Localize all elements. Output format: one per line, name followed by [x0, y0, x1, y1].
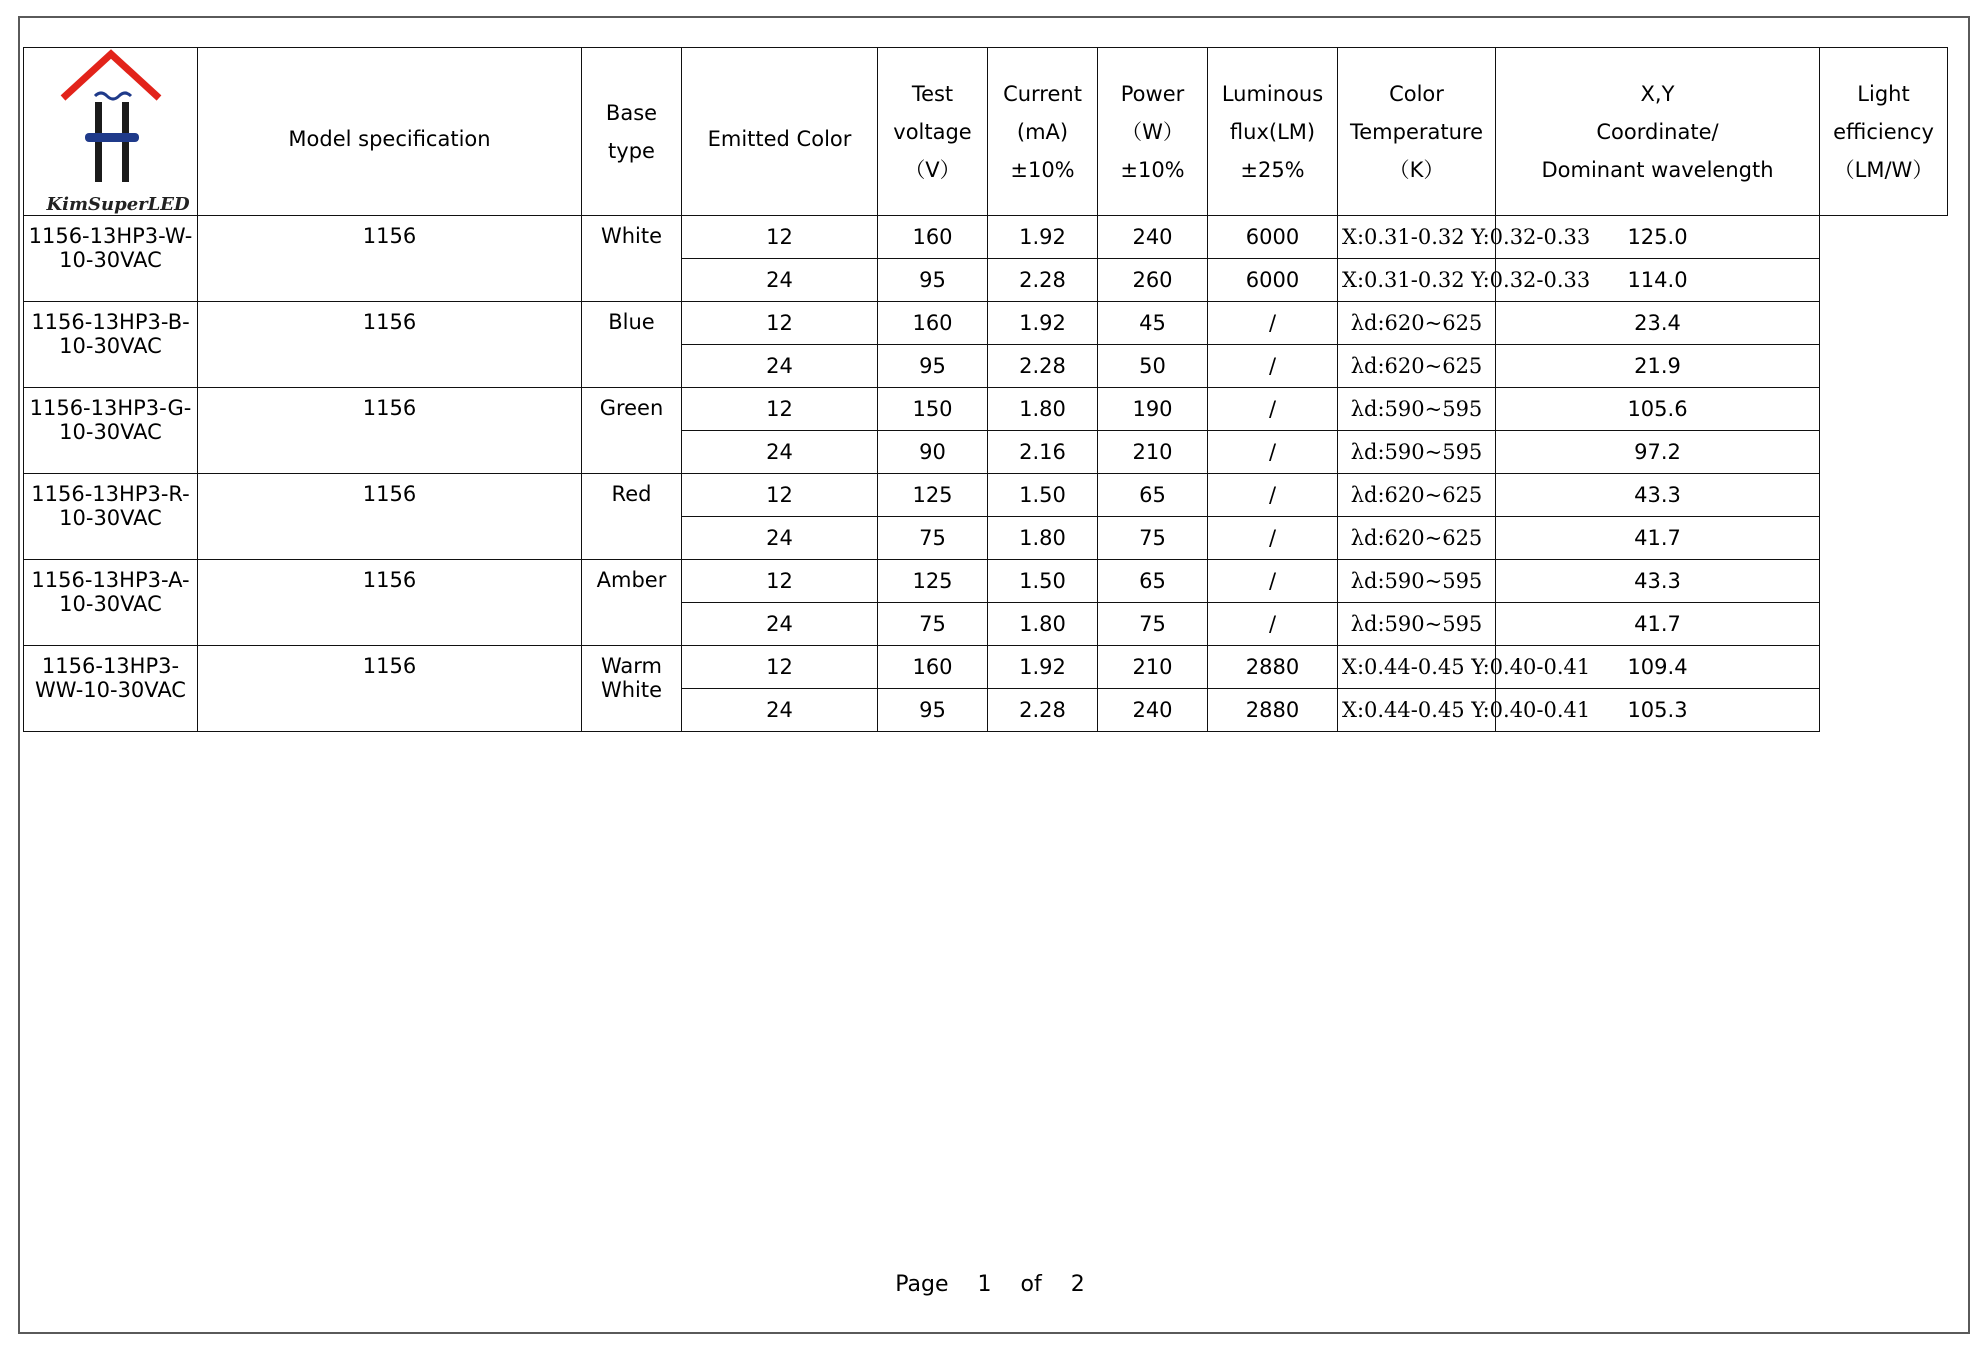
cell-current: 95: [878, 259, 988, 302]
spec-table: [23, 47, 1948, 732]
cell-emitted-color: Amber: [582, 560, 682, 646]
cell-light-efficiency: 114.0: [1496, 259, 1820, 302]
cell-current: 90: [878, 431, 988, 474]
cell-test-voltage: 12: [682, 302, 878, 345]
cell-luminous-flux: 240: [1098, 689, 1208, 732]
cell-light-efficiency: 43.3: [1496, 474, 1820, 517]
cell-power: 2.28: [988, 345, 1098, 388]
company-logo: [46, 48, 190, 215]
cell-current: 75: [878, 517, 988, 560]
cell-model: 1156-13HP3-R-10-30VAC: [24, 474, 198, 560]
cell-coordinate: λd:620~625: [1338, 302, 1496, 345]
cell-luminous-flux: 50: [1098, 345, 1208, 388]
cell-model: 1156-13HP3-W-10-30VAC: [24, 216, 198, 302]
header-power: Power （W） ±10%: [1098, 48, 1208, 216]
cell-base-type: 1156: [198, 646, 582, 732]
spec-table-body: [24, 216, 1948, 732]
cell-test-voltage: 24: [682, 431, 878, 474]
cell-light-efficiency: 41.7: [1496, 517, 1820, 560]
cell-base-type: 1156: [198, 388, 582, 474]
cell-emitted-color: White: [582, 216, 682, 302]
table-row: [24, 646, 1948, 689]
cell-color-temperature: 2880: [1208, 689, 1338, 732]
cell-current: 160: [878, 216, 988, 259]
cell-color-temperature: /: [1208, 388, 1338, 431]
cell-coordinate: λd:620~625: [1338, 345, 1496, 388]
table-row: [24, 388, 1948, 431]
cell-test-voltage: 24: [682, 259, 878, 302]
cell-luminous-flux: 260: [1098, 259, 1208, 302]
cell-coordinate: X:0.31-0.32 Y:0.32-0.33: [1338, 216, 1496, 259]
cell-test-voltage: 12: [682, 474, 878, 517]
cell-coordinate: X:0.31-0.32 Y:0.32-0.33: [1338, 259, 1496, 302]
cell-color-temperature: /: [1208, 517, 1338, 560]
cell-coordinate: λd:620~625: [1338, 517, 1496, 560]
header-luminous-flux: Luminous flux(LM) ±25%: [1208, 48, 1338, 216]
cell-test-voltage: 24: [682, 345, 878, 388]
logo-text: KimSuperLED: [46, 194, 190, 215]
cell-luminous-flux: 240: [1098, 216, 1208, 259]
cell-current: 150: [878, 388, 988, 431]
footer-of-word: of: [1020, 1272, 1042, 1297]
table-row: [24, 560, 1948, 603]
page-footer: [0, 1272, 1980, 1297]
cell-coordinate: λd:620~625: [1338, 474, 1496, 517]
cell-light-efficiency: 109.4: [1496, 646, 1820, 689]
cell-light-efficiency: 23.4: [1496, 302, 1820, 345]
header-emitted-color: Emitted Color: [682, 48, 878, 216]
cell-base-type: 1156: [198, 302, 582, 388]
cell-light-efficiency: 21.9: [1496, 345, 1820, 388]
cell-model: 1156-13HP3-A-10-30VAC: [24, 560, 198, 646]
cell-test-voltage: 24: [682, 517, 878, 560]
cell-power: 2.28: [988, 259, 1098, 302]
cell-light-efficiency: 105.6: [1496, 388, 1820, 431]
cell-base-type: 1156: [198, 474, 582, 560]
cell-test-voltage: 12: [682, 560, 878, 603]
header-row: [24, 48, 1948, 216]
header-base-type: Base type: [582, 48, 682, 216]
footer-current-page: 1: [977, 1272, 992, 1297]
cell-current: 160: [878, 646, 988, 689]
cell-coordinate: λd:590~595: [1338, 603, 1496, 646]
cell-power: 2.16: [988, 431, 1098, 474]
cell-model: 1156-13HP3-B-10-30VAC: [24, 302, 198, 388]
cell-current: 125: [878, 474, 988, 517]
cell-emitted-color: Green: [582, 388, 682, 474]
cell-power: 1.92: [988, 216, 1098, 259]
cell-power: 1.92: [988, 302, 1098, 345]
lamp-house-icon: [59, 48, 163, 188]
cell-power: 1.80: [988, 517, 1098, 560]
cell-emitted-color: Warm White: [582, 646, 682, 732]
header-current: Current (mA) ±10%: [988, 48, 1098, 216]
cell-luminous-flux: 75: [1098, 517, 1208, 560]
cell-current: 75: [878, 603, 988, 646]
cell-power: 1.92: [988, 646, 1098, 689]
footer-total-pages: 2: [1070, 1272, 1085, 1297]
cell-luminous-flux: 210: [1098, 431, 1208, 474]
cell-color-temperature: /: [1208, 474, 1338, 517]
footer-page-word: Page: [895, 1272, 949, 1297]
cell-emitted-color: Red: [582, 474, 682, 560]
cell-test-voltage: 12: [682, 646, 878, 689]
table-row: [24, 474, 1948, 517]
header-model: Model specification: [198, 48, 582, 216]
cell-luminous-flux: 65: [1098, 474, 1208, 517]
cell-coordinate: λd:590~595: [1338, 560, 1496, 603]
cell-test-voltage: 24: [682, 603, 878, 646]
cell-light-efficiency: 97.2: [1496, 431, 1820, 474]
cell-power: 1.80: [988, 603, 1098, 646]
cell-model: 1156-13HP3-WW-10-30VAC: [24, 646, 198, 732]
cell-current: 95: [878, 689, 988, 732]
cell-current: 160: [878, 302, 988, 345]
cell-power: 2.28: [988, 689, 1098, 732]
cell-power: 1.80: [988, 388, 1098, 431]
header-light-efficiency: Light efficiency （LM/W）: [1820, 48, 1948, 216]
cell-luminous-flux: 210: [1098, 646, 1208, 689]
cell-power: 1.50: [988, 474, 1098, 517]
cell-color-temperature: /: [1208, 560, 1338, 603]
cell-color-temperature: 6000: [1208, 216, 1338, 259]
cell-power: 1.50: [988, 560, 1098, 603]
cell-luminous-flux: 45: [1098, 302, 1208, 345]
cell-light-efficiency: 105.3: [1496, 689, 1820, 732]
cell-color-temperature: 2880: [1208, 646, 1338, 689]
cell-luminous-flux: 190: [1098, 388, 1208, 431]
cell-current: 95: [878, 345, 988, 388]
cell-base-type: 1156: [198, 560, 582, 646]
cell-color-temperature: 6000: [1208, 259, 1338, 302]
cell-coordinate: λd:590~595: [1338, 388, 1496, 431]
cell-color-temperature: /: [1208, 302, 1338, 345]
cell-light-efficiency: 41.7: [1496, 603, 1820, 646]
cell-emitted-color: Blue: [582, 302, 682, 388]
header-test-voltage: Test voltage （V）: [878, 48, 988, 216]
cell-test-voltage: 12: [682, 216, 878, 259]
cell-coordinate: λd:590~595: [1338, 431, 1496, 474]
cell-base-type: 1156: [198, 216, 582, 302]
cell-current: 125: [878, 560, 988, 603]
header-coordinate: X,Y Coordinate/ Dominant wavelength: [1496, 48, 1820, 216]
cell-light-efficiency: 43.3: [1496, 560, 1820, 603]
cell-test-voltage: 12: [682, 388, 878, 431]
cell-color-temperature: /: [1208, 603, 1338, 646]
cell-coordinate: X:0.44-0.45 Y:0.40-0.41: [1338, 689, 1496, 732]
cell-coordinate: X:0.44-0.45 Y:0.40-0.41: [1338, 646, 1496, 689]
cell-luminous-flux: 65: [1098, 560, 1208, 603]
logo-cell: [24, 48, 198, 216]
cell-color-temperature: /: [1208, 345, 1338, 388]
table-row: [24, 302, 1948, 345]
cell-light-efficiency: 125.0: [1496, 216, 1820, 259]
header-color-temperature: Color Temperature （K）: [1338, 48, 1496, 216]
cell-test-voltage: 24: [682, 689, 878, 732]
cell-model: 1156-13HP3-G-10-30VAC: [24, 388, 198, 474]
cell-luminous-flux: 75: [1098, 603, 1208, 646]
table-row: [24, 216, 1948, 259]
cell-color-temperature: /: [1208, 431, 1338, 474]
